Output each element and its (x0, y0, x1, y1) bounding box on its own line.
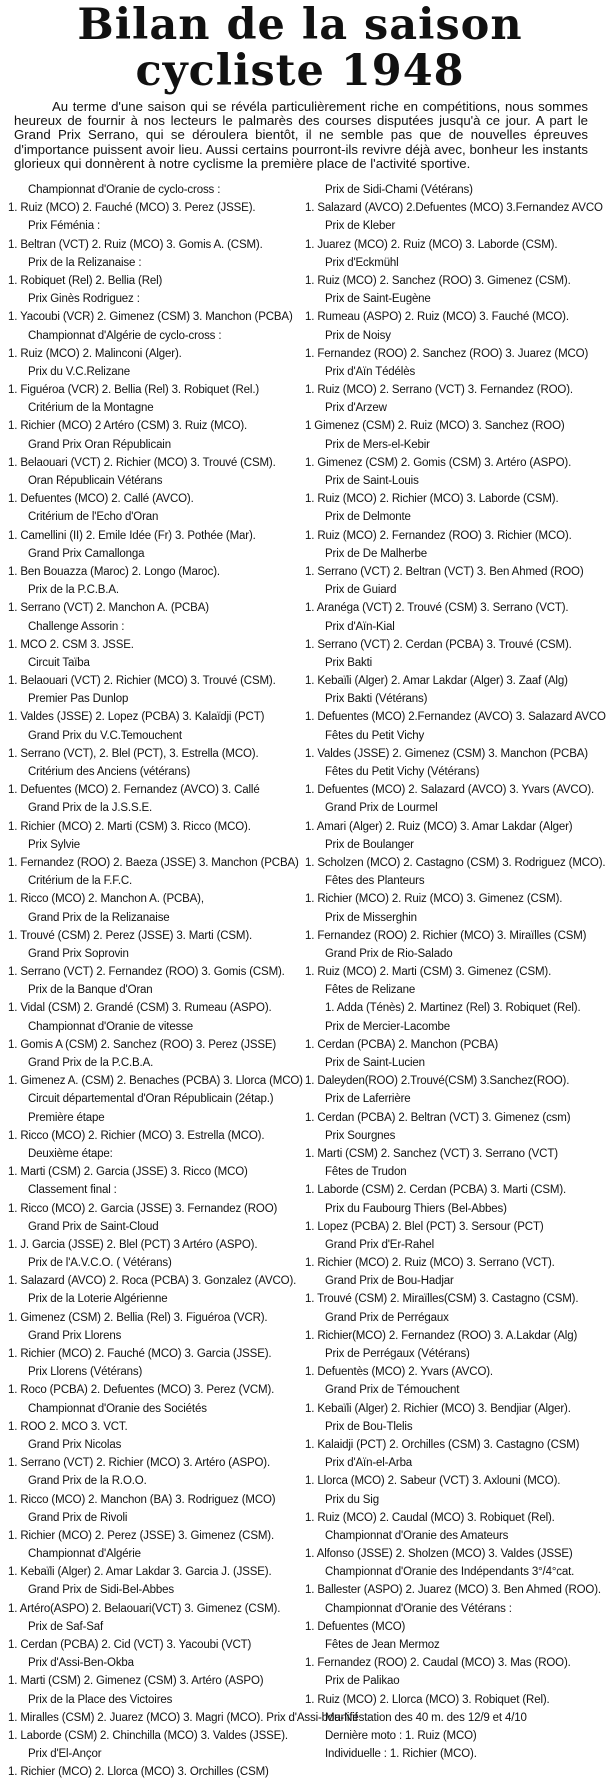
race-title: Championnat d'Algérie de cyclo-cross : (28, 329, 222, 342)
race-result: 1. Marti (CSM) 2. Garcia (JSSE) 3. Ricco (MCO) (8, 1166, 248, 1179)
race-title: Prix de Guiard (325, 584, 397, 597)
race-title: Grand Prix Oran Républicain (28, 438, 171, 451)
race-title: Prix Féménia : (28, 220, 101, 233)
race-result: 1. Alfonso (JSSE) 2. Sholzen (MCO) 3. Valdes (JSSE) (305, 1548, 573, 1561)
race-result: 1. Vidal (CSM) 2. Grandé (CSM) 3. Rumeau (ASPO). (8, 1002, 272, 1015)
race-result: 1. Ricco (MCO) 2. Manchon (BA) 3. Rodriguez (MCO) (8, 1493, 276, 1506)
race-title: Prix de Saint-Eugène (325, 293, 431, 306)
race-result: 1. Llorca (MCO) 2. Sabeur (VCT) 3. Axlouni (MCO). (305, 1475, 561, 1488)
race-result: 1. Ruiz (MCO) 2. Fernandez (ROO) 3. Richier (MCO). (305, 529, 572, 542)
race-title: Grand Prix de Rio-Salado (325, 947, 453, 960)
race-result: 1. Defuentes (MCO) 2.Fernandez (AVCO) 3. Salazard AVCO (305, 711, 606, 724)
race-title: Championnat d'Oranie des Indépendants 3°/4°cat. (325, 1566, 575, 1579)
race-title: Championnat d'Oranie de cyclo-cross : (28, 184, 221, 197)
race-title: Prix de Bou-Tlelis (325, 1420, 413, 1433)
race-title: Prix de Saint-Lucien (325, 1057, 425, 1070)
race-title: Grand Prix de Rivoli (28, 1511, 128, 1524)
race-result: 1. Richier(MCO) 2. Fernandez (ROO) 3. A.Lakdar (Alg) (305, 1329, 578, 1342)
race-result: 1. Roco (PCBA) 2. Defuentes (MCO) 3. Perez (VCM). (8, 1384, 275, 1397)
race-title: Grand Prix de Sidi-Bel-Abbes (28, 1584, 175, 1597)
race-title: Prix d'Arzew (325, 402, 387, 415)
race-title: Grand Prix de Bou-Hadjar (325, 1275, 454, 1288)
race-result: 1. Juarez (MCO) 2. Ruiz (MCO) 3. Laborde (CSM). (305, 238, 558, 251)
race-title: Grand Prix de Saint-Cloud (28, 1220, 159, 1233)
race-title: Fêtes du Petit Vichy (Vétérans) (325, 766, 480, 779)
race-result: 1. Ruiz (MCO) 2. Fauché (MCO) 3. Perez (JSSE). (8, 202, 256, 215)
race-result: 1. Ricco (MCO) 2. Manchon A. (PCBA), (8, 893, 204, 906)
race-result: 1. Ruiz (MCO) 2. Malinconi (Alger). (8, 347, 182, 360)
race-title: Fêtes de Trudon (325, 1166, 407, 1179)
race-result: 1. Marti (CSM) 2. Sanchez (VCT) 3. Serrano (VCT) (305, 1147, 558, 1160)
race-title: Grand Prix d'Er-Rahel (325, 1238, 434, 1251)
race-title: Prix de Delmonte (325, 511, 411, 524)
race-result: 1. Daleyden(ROO) 2.Trouvé(CSM) 3.Sanchez(ROO). (305, 1075, 570, 1088)
race-result: 1. Defuentes (MCO) 2. Callé (AVCO). (8, 493, 194, 506)
race-title: Prix Llorens (Vétérans) (28, 1366, 143, 1379)
race-title: Grand Prix de Lourmel (325, 802, 438, 815)
race-title: Deuxième étape: (28, 1147, 113, 1160)
race-result: 1. Gimenez (CSM) 2. Gomis (CSM) 3. Artéro (ASPO). (305, 456, 572, 469)
race-title: Championnat d'Oranie des Amateurs (325, 1529, 509, 1542)
race-result: 1. Trouvé (CSM) 2. Perez (JSSE) 3. Marti (CSM). (8, 929, 253, 942)
race-title: Prix de la Place des Victoires (28, 1693, 173, 1706)
race-title: Dernière moto : 1. Ruiz (MCO) (325, 1729, 477, 1742)
race-result: 1. Kalaidji (PCT) 2. Orchilles (CSM) 3. Castagno (CSM) (305, 1438, 580, 1451)
race-title: Prix de Laferrière (325, 1093, 411, 1106)
race-result: 1. Serrano (VCT) 2. Beltran (VCT) 3. Ben Ahmed (ROO) (305, 565, 584, 578)
race-title: Grand Prix du V.C.Temouchent (28, 729, 182, 742)
race-title: Prix d'Aïn Tédélès (325, 365, 416, 378)
race-result: 1. Ricco (MCO) 2. Richier (MCO) 3. Estrella (MCO). (8, 1129, 265, 1142)
race-title: Fêtes des Planteurs (325, 875, 425, 888)
race-result: 1. Defuentes (MCO) 2. Fernandez (AVCO) 3. Callé (8, 784, 260, 797)
race-result: 1. Lopez (PCBA) 2. Blel (PCT) 3. Sersour (PCT) (305, 1220, 544, 1233)
race-result: 1. Defuentes (MCO) (305, 1620, 406, 1633)
race-title: Circuit départemental d'Oran Républicain (2étap.) (28, 1093, 274, 1106)
intro-paragraph: Au terme d'une saison qui se révéla particulièrement riche en compétitions, nous sommes heureux de fournir à nos lecteurs le palmarès des courses disputées jusqu'à ce jour. A part le Grand Prix Serrano, qui se déroulera bientôt, il ne semble pas que de nouvelles épreuves d'importance puissent avoir lieu. Aussi certains pourront-ils revivre déjà avec, bonheur les instants glorieux qui donnèrent à notre cyclisme la première place de l'activité sportive. (14, 99, 588, 171)
race-title: Championnat d'Oranie de vitesse (28, 1020, 194, 1033)
race-title: Prix d'Aïn-Kial (325, 620, 395, 633)
race-result: 1. Amari (Alger) 2. Ruiz (MCO) 3. Amar Lakdar (Alger) (305, 820, 573, 833)
race-result: 1. MCO 2. CSM 3. JSSE. (8, 638, 134, 651)
race-result: 1. Valdes (JSSE) 2. Gimenez (CSM) 3. Manchon (PCBA) (305, 747, 588, 760)
race-result: 1. Salazard (AVCO) 2. Roca (PCBA) 3. Gonzalez (AVCO). (8, 1275, 297, 1288)
race-result: 1. Camellini (II) 2. Emile Idée (Fr) 3. Pothée (Mar). (8, 529, 256, 542)
race-result: 1. Fernandez (ROO) 2. Caudal (MCO) 3. Mas (ROO). (305, 1657, 571, 1670)
race-result: 1. Scholzen (MCO) 2. Castagno (CSM) 3. Rodriguez (MCO). (305, 856, 606, 869)
race-title: Prix Bakti (325, 656, 373, 669)
race-result: 1. Richier (MCO) 2. Perez (JSSE) 3. Gimenez (CSM). (8, 1529, 274, 1542)
race-title: Grand Prix de la R.O.O. (28, 1475, 147, 1488)
race-result: 1. Kebaïli (Alger) 2. Richier (MCO) 3. Bendjiar (Alger). (305, 1402, 571, 1415)
race-result: 1. Aranéga (VCT) 2. Trouvé (CSM) 3. Serrano (VCT). (305, 602, 569, 615)
race-result: 1. Kebaïli (Alger) 2. Amar Lakdar (Alger) 3. Zaaf (Alg) (305, 675, 568, 688)
race-title: Prix de l'A.V.C.O. ( Vétérans) (28, 1257, 172, 1270)
race-result: 1. Belaouari (VCT) 2. Richier (MCO) 3. Trouvé (CSM). (8, 456, 276, 469)
race-title: Critérium de l'Echo d'Oran (28, 511, 159, 524)
race-result: 1. Ruiz (MCO) 2. Richier (MCO) 3. Laborde (CSM). (305, 493, 559, 506)
race-title: Grand Prix Nicolas (28, 1438, 122, 1451)
race-title: Premier Pas Dunlop (28, 693, 129, 706)
title-line-1: Bilan de la saison (77, 0, 523, 50)
race-title: Grand Prix de la Relizanaise (28, 911, 170, 924)
race-result: 1. J. Garcia (JSSE) 2. Blel (PCT) 3 Artéro (ASPO). (8, 1238, 258, 1251)
race-title: Prix de Palikao (325, 1675, 400, 1688)
page-title (0, 2, 600, 94)
race-title: Grand Prix Camallonga (28, 547, 145, 560)
race-result: 1. ROO 2. MCO 3. VCT. (8, 1420, 128, 1433)
race-result: 1. Beltran (VCT) 2. Ruiz (MCO) 3. Gomis A. (CSM). (8, 238, 263, 251)
race-title: Prix Sylvie (28, 838, 81, 851)
race-title: Grand Prix de Perrégaux (325, 1311, 449, 1324)
race-title: Prix de Boulanger (325, 838, 414, 851)
race-title: Critérium de la Montagne (28, 402, 154, 415)
race-result: 1. Artéro(ASPO) 2. Belaouari(VCT) 3. Gimenez (CSM). (8, 1602, 281, 1615)
race-result: 1. Serrano (VCT) 2. Fernandez (ROO) 3. Gomis (CSM). (8, 966, 285, 979)
race-title: Prix de la Loterie Algérienne (28, 1293, 168, 1306)
race-result: 1. Belaouari (VCT) 2. Richier (MCO) 3. Trouvé (CSM). (8, 675, 276, 688)
race-title: Prix du Faubourg Thiers (Bel-Abbes) (325, 1202, 507, 1215)
race-title: Fêtes du Petit Vichy (325, 729, 425, 742)
race-title: Prix Bakti (Vétérans) (325, 693, 428, 706)
race-title: Fêtes de Jean Mermoz (325, 1639, 440, 1652)
race-result: 1. Ricco (MCO) 2. Garcia (JSSE) 3. Fernandez (ROO) (8, 1202, 278, 1215)
race-title: Grand Prix Llorens (28, 1329, 122, 1342)
race-title: Prix de De Malherbe (325, 547, 427, 560)
race-result: 1. Laborde (CSM) 2. Cerdan (PCBA) 3. Marti (CSM). (305, 1184, 567, 1197)
race-result: 1. Ruiz (MCO) 2. Sanchez (ROO) 3. Gimenez (CSM). (305, 274, 571, 287)
race-title: Prix du V.C.Relizane (28, 365, 131, 378)
race-result: 1. Ruiz (MCO) 2. Marti (CSM) 3. Gimenez (CSM). (305, 966, 552, 979)
race-title: Grand Prix Soprovin (28, 947, 129, 960)
race-title: Prix de Kleber (325, 220, 396, 233)
race-result: 1. Richier (MCO) 2. Ruiz (MCO) 3. Gimenez (CSM). (305, 893, 563, 906)
race-result: 1. Gimenez A. (CSM) 2. Benaches (PCBA) 3. Llorca (MCO) (8, 1075, 303, 1088)
race-result: 1. Fernandez (ROO) 2. Richier (MCO) 3. Miraïlles (CSM) (305, 929, 587, 942)
race-title: Prix de Mers-el-Kebir (325, 438, 430, 451)
race-title: Oran Républicain Vétérans (28, 475, 163, 488)
race-title: Prix de Noisy (325, 329, 391, 342)
race-title: Prix de Saf-Saf (28, 1620, 104, 1633)
race-result: 1. Robiquet (Rel) 2. Bellia (Rel) (8, 274, 163, 287)
race-result: 1. Cerdan (PCBA) 2. Cid (VCT) 3. Yacoubi (VCT) (8, 1639, 252, 1652)
race-title: Prix de Saint-Louis (325, 475, 419, 488)
right-column (301, 181, 606, 1782)
race-title: Critérium de la F.F.C. (28, 875, 133, 888)
race-result: 1. Richier (MCO) 2. Marti (CSM) 3. Ricco (MCO). (8, 820, 251, 833)
race-title: Prix de Perrégaux (Vétérans) (325, 1348, 470, 1361)
race-result: 1. Serrano (VCT) 2. Manchon A. (PCBA) (8, 602, 209, 615)
race-title: Prix de la Relizanaise : (28, 256, 142, 269)
race-result: 1. Defuentes (MCO) 2. Salazard (AVCO) 3. Yvars (AVCO). (305, 784, 595, 797)
race-result: 1. Cerdan (PCBA) 2. Beltran (VCT) 3. Gimenez (csm) (305, 1111, 571, 1124)
race-title: Prix de la Banque d'Oran (28, 984, 153, 997)
race-title: Circuit Taïba (28, 656, 90, 669)
race-result: 1. Trouvé (CSM) 2. Miraïlles(CSM) 3. Castagno (CSM). (305, 1293, 579, 1306)
race-title: Challenge Assorin : (28, 620, 125, 633)
race-result: 1. Kebaïli (Alger) 2. Amar Lakdar 3. Garcia J. (JSSE). (8, 1566, 272, 1579)
race-title: Fêtes de Relizane (325, 984, 416, 997)
race-result: 1. Gomis A (CSM) 2. Sanchez (ROO) 3. Perez (JSSE) (8, 1038, 277, 1051)
race-title: Prix d'Aïn-el-Arba (325, 1457, 413, 1470)
race-title: Prix de Sidi-Chami (Vétérans) (325, 184, 473, 197)
race-result: 1. Ruiz (MCO) 2. Llorca (MCO) 3. Robiquet (Rel). (305, 1693, 550, 1706)
race-title: Prix d'El-Ançor (28, 1748, 102, 1761)
race-title: Prix de Misserghin (325, 911, 417, 924)
race-result: 1. Serrano (VCT) 2. Cerdan (PCBA) 3. Trouvé (CSM). (305, 638, 572, 651)
race-result: 1 Gimenez (CSM) 2. Ruiz (MCO) 3. Sanchez (ROO) (305, 420, 565, 433)
race-title: Manifestation des 40 m. des 12/9 et 4/10 (325, 1711, 527, 1724)
race-result: 1. Ruiz (MCO) 2. Caudal (MCO) 3. Robiquet (Rel). (305, 1511, 555, 1524)
race-title: Prix d'Eckmühl (325, 256, 399, 269)
race-title: Championnat d'Algérie (28, 1548, 141, 1561)
race-result: 1. Rumeau (ASPO) 2. Ruiz (MCO) 3. Fauché (MCO). (305, 311, 569, 324)
race-result: 1. Serrano (VCT) 2. Richier (MCO) 3. Artéro (ASPO). (8, 1457, 271, 1470)
race-result: 1. Figuéroa (VCR) 2. Bellia (Rel) 3. Robiquet (Rel.) (8, 384, 260, 397)
race-result: 1. Marti (CSM) 2. Gimenez (CSM) 3. Artéro (ASPO) (8, 1675, 264, 1688)
race-result: 1. Valdes (JSSE) 2. Lopez (PCBA) 3. Kalaïdji (PCT) (8, 711, 265, 724)
race-title: Classement final : (28, 1184, 117, 1197)
race-result: 1. Richier (MCO) 2. Fauché (MCO) 3. Garcia (JSSE). (8, 1348, 272, 1361)
race-result: 1. Cerdan (PCBA) 2. Manchon (PCBA) (305, 1038, 499, 1051)
race-result: 1. Defuentès (MCO) 2. Yvars (AVCO). (305, 1366, 493, 1379)
race-result: 1. Richier (MCO) 2. Ruiz (MCO) 3. Serrano (VCT). (305, 1257, 555, 1270)
race-title: Prix de la P.C.B.A. (28, 584, 119, 597)
race-result: 1. Ruiz (MCO) 2. Serrano (VCT) 3. Fernandez (ROO). (305, 384, 573, 397)
results-columns (0, 181, 606, 1782)
race-title: Grand Prix de la P.C.B.A. (28, 1057, 154, 1070)
race-result: 1. Richier (MCO) 2. Llorca (MCO) 3. Orchilles (CSM) (8, 1766, 269, 1779)
race-result: 1. Richier (MCO) 2 Artéro (CSM) 3. Ruiz (MCO). (8, 420, 248, 433)
race-title: Grand Prix de Témouchent (325, 1384, 460, 1397)
race-title: Prix Sourgnes (325, 1129, 396, 1142)
race-result: 1. Fernandez (ROO) 2. Baeza (JSSE) 3. Manchon (PCBA) (8, 856, 299, 869)
race-title: Critérium des Anciens (vétérans) (28, 766, 191, 779)
race-title: Championnat d'Oranie des Sociétés (28, 1402, 207, 1415)
title-line-2: cycliste 1948 (135, 46, 465, 96)
race-result: 1. Yacoubi (VCR) 2. Gimenez (CSM) 3. Manchon (PCBA) (8, 311, 293, 324)
race-result: 1. Ben Bouazza (Maroc) 2. Longo (Maroc). (8, 565, 220, 578)
race-result: 1. Salazard (AVCO) 2.Defuentes (MCO) 3.Fernandez AVCO (305, 202, 603, 215)
race-result: 1. Laborde (CSM) 2. Chinchilla (MCO) 3. Valdes (JSSE). (8, 1729, 288, 1742)
race-result: 1. Gimenez (CSM) 2. Bellia (Rel) 3. Figuéroa (VCR). (8, 1311, 268, 1324)
race-title: 1. Adda (Ténès) 2. Martinez (Rel) 3. Robiquet (Rel). (325, 1002, 581, 1015)
race-result: 1. Miralles (CSM) 2. Juarez (MCO) 3. Magri (MCO). Prix d'Assi-bou-Nif (8, 1711, 358, 1724)
race-title: Prix Ginès Rodriguez : (28, 293, 140, 306)
race-title: Grand Prix de la J.S.S.E. (28, 802, 153, 815)
race-title: Prix de Mercier-Lacombe (325, 1020, 451, 1033)
race-result: 1. Fernandez (ROO) 2. Sanchez (ROO) 3. Juarez (MCO) (305, 347, 589, 360)
race-title: Championnat d'Oranie des Vétérans : (325, 1602, 512, 1615)
race-result: 1. Ballester (ASPO) 2. Juarez (MCO) 3. Ben Ahmed (ROO). (305, 1584, 601, 1597)
race-title: Prix d'Assi-Ben-Okba (28, 1657, 134, 1670)
race-title: Prix du Sig (325, 1493, 379, 1506)
race-title: Première étape (28, 1111, 105, 1124)
race-title: Individuelle : 1. Richier (MCO). (325, 1748, 477, 1761)
race-result: 1. Serrano (VCT), 2. Blel (PCT), 3. Estrella (MCO). (8, 747, 259, 760)
